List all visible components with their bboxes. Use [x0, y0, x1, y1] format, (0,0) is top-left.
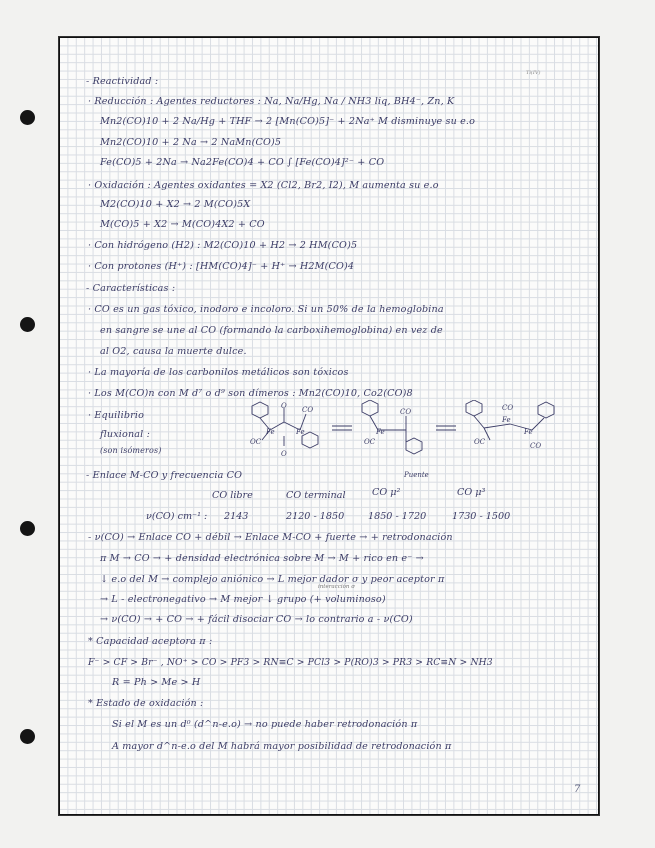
text-line: A mayor d^n-e.o del M habrá mayor posibilidad de retrodonación π — [112, 741, 452, 752]
text-line: → L - electronegativo → M mejor ↓ grupo (+ voluminoso) — [100, 594, 386, 605]
table-cell: 1730 - 1500 — [452, 511, 511, 522]
equation-line: Mn2(CO)10 + 2 Na/Hg + THF → 2 [Mn(CO)5]⁻ + 2Na⁺ M disminuye su e.o — [100, 116, 476, 127]
fe-label: Fe — [266, 428, 275, 436]
text-line: → ν(CO) → + CO → + fácil disociar CO → lo contrario a - ν(CO) — [100, 614, 413, 625]
text-line: al O2, causa la muerte dulce. — [100, 346, 247, 357]
acceptor-series: F⁻ > CF > Br⁻ , NO⁺ > CO > PF3 > RN≡C > PCl3 > P(RO)3 > PR3 > RC≡N > NH3 — [88, 657, 493, 668]
table-header: CO μ² — [372, 487, 401, 498]
overbrace-annotation: interacción σ — [318, 584, 355, 590]
co-label: CO — [400, 408, 412, 416]
table-row-label: ν(CO) cm⁻¹ : — [146, 511, 208, 522]
equation-line: Mn2(CO)10 + 2 Na → 2 NaMn(CO)5 — [100, 137, 282, 148]
heading-caracteristicas: - Características : — [86, 283, 176, 294]
equation-line: M2(CO)10 + X2 → 2 M(CO)5X — [100, 199, 251, 210]
text-line: Si el M es un d⁰ (d^n-e.o) → no puede haber retrodonación π — [112, 719, 418, 730]
co-label: CO — [502, 404, 514, 412]
heading-enlace: - Enlace M-CO y frecuencia CO — [86, 470, 243, 481]
table-cell: 2143 — [224, 511, 249, 522]
page-number: 7 — [574, 784, 581, 795]
table-header: CO μ³ — [457, 487, 486, 498]
co-label: CO — [530, 442, 542, 450]
heading-reactividad: - Reactividad : — [86, 76, 159, 87]
text-line: · Equilibrio — [88, 410, 144, 421]
o-label: O — [281, 450, 287, 458]
heading-estado: * Estado de oxidación : — [88, 698, 204, 709]
oc-label: OC — [364, 438, 376, 446]
heading-capacidad: * Capacidad aceptora π : — [88, 636, 213, 647]
text-line: en sangre se une al CO (formando la carboxihemoglobina) en vez de — [100, 325, 443, 336]
text-line: - ν(CO) → Enlace CO + débil → Enlace M-CO + fuerte → + retrodonación — [88, 532, 453, 543]
text-line: R = Ph > Me > H — [112, 677, 201, 688]
equation-line: M(CO)5 + X2 → M(CO)4X2 + CO — [100, 219, 265, 230]
text-line: ↓ e.o del M → complejo aniónico → L mejor dador σ y peor aceptor π — [100, 574, 445, 585]
text-line: · Los M(CO)n con M d⁷ o d⁹ son dímeros : Mn2(CO)10, Co2(CO)8 — [88, 388, 413, 399]
margin-annotation: Ti(IV) — [526, 70, 541, 76]
cp-ring — [466, 400, 482, 416]
fluxional-structures — [240, 400, 560, 466]
line-reduccion: · Reducción : Agentes reductores : Na, Na/Hg, Na / NH3 liq, BH4⁻, Zn, K — [88, 96, 455, 107]
cp-ring — [538, 402, 554, 418]
binder-hole — [20, 317, 35, 332]
text-line: · La mayoría de los carbonilos metálicos son tóxicos — [88, 367, 349, 378]
table-header: CO libre — [212, 490, 253, 501]
cp-ring — [406, 438, 422, 454]
text-line: · CO es un gas tóxico, inodoro e incoloro. Si un 50% de la hemoglobina — [88, 304, 444, 315]
text-line: (son isómeros) — [100, 446, 162, 455]
table-cell: 2120 - 1850 — [286, 511, 345, 522]
oc-label: OC — [250, 438, 262, 446]
line-protones: · Con protones (H⁺) : [HM(CO)4]⁻ + H⁺ → H2M(CO)4 — [88, 261, 355, 272]
fe-label: Fe — [502, 416, 511, 424]
line-hidrogeno: · Con hidrógeno (H2) : M2(CO)10 + H2 → 2 HM(CO)5 — [88, 240, 358, 251]
equation-line: Fe(CO)5 + 2Na → Na2Fe(CO)4 + CO ∫ [Fe(CO)4]²⁻ + CO — [100, 157, 385, 168]
binder-hole — [20, 521, 35, 536]
fe-label: Fe — [376, 428, 385, 436]
text-line: π M → CO → + densidad electrónica sobre M → M + rico en e⁻ → — [100, 553, 424, 564]
oc-label: OC — [474, 438, 486, 446]
cp-ring — [362, 400, 378, 416]
o-label: O — [281, 402, 287, 410]
puente-label: Puente — [404, 471, 429, 479]
fe-label: Fe — [296, 428, 305, 436]
fe-label: Fe — [524, 428, 533, 436]
table-cell: 1850 - 1720 — [368, 511, 427, 522]
co-label: CO — [302, 406, 314, 414]
table-header: CO terminal — [286, 490, 346, 501]
binder-hole — [20, 110, 35, 125]
line-oxidacion: · Oxidación : Agentes oxidantes = X2 (Cl2, Br2, I2), M aumenta su e.o — [88, 180, 439, 191]
text-line: fluxional : — [100, 429, 150, 440]
binder-hole — [20, 729, 35, 744]
cp-ring — [252, 402, 268, 418]
